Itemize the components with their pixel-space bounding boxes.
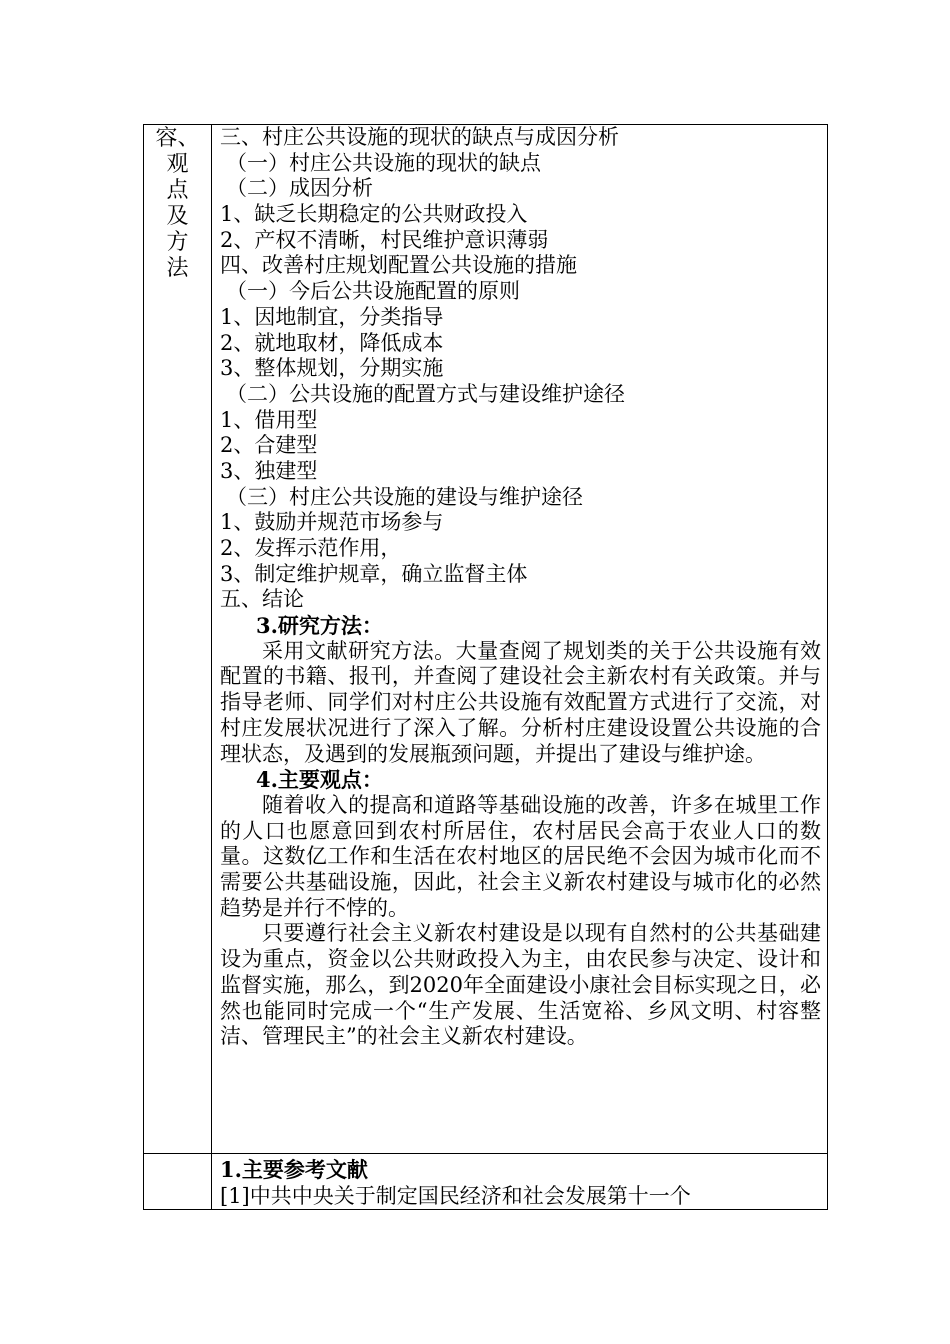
- outline-item: （一）村庄公共设施的现状的缺点: [226, 150, 541, 175]
- references-heading: 1.主要参考文献: [220, 1157, 368, 1182]
- outline-item: （一）今后公共设施配置的原则: [226, 279, 520, 304]
- side-label-char: 观: [166, 152, 189, 177]
- content-body: [212, 125, 827, 1050]
- outline-item: 1、缺乏长期稳定的公共财政投入: [220, 202, 528, 227]
- references-left-cell: [144, 1154, 212, 1210]
- side-label-char: 点: [166, 178, 189, 203]
- references-row: [144, 1154, 828, 1210]
- outline-item: 2、就地取材，降低成本: [220, 330, 444, 355]
- outline-item: （二）公共设施的配置方式与建设维护途径: [226, 381, 625, 406]
- outline-item: 三、村庄公共设施的现状的缺点与成因分析: [220, 125, 619, 149]
- side-label-char: 方: [166, 230, 189, 255]
- viewpoints-paragraph: 只要遵行社会主义新农村建设是以现有自然村的公共基础建设为重点，资金以公共财政投入为主，由农民参与决定、设计和监督实施，那么，到2020年全面建设小康社会目标实现之日，必然也能同时完成一个“生产发展、生活宽裕、乡风文明、村容整洁、管理民主”的社会主义新农村建设。: [220, 921, 821, 1049]
- document-table: [143, 124, 828, 1210]
- outline-item: （三）村庄公共设施的建设与维护途径: [226, 484, 583, 509]
- methods-heading: 3.研究方法：: [256, 613, 383, 639]
- references-cell: [212, 1154, 828, 1210]
- outline-item: 五、结论: [220, 587, 304, 612]
- outline-item: 1、因地制宜，分类指导: [220, 304, 444, 329]
- methods-paragraph: 采用文献研究方法。大量查阅了规划类的关于公共设施有效配置的书籍、报刊，并查阅了建设社会主新农村有关政策。并与指导老师、同学们对村庄公共设施有效配置方式进行了交流，对村庄发展状况进行了深入了解。分析村庄建设设置公共设施的合理状态，及遇到的发展瓶颈问题，并提出了建设与维护途。: [220, 638, 821, 766]
- references-body: [212, 1157, 827, 1209]
- left-label-cell: [144, 125, 212, 1154]
- outline-item: 2、合建型: [220, 433, 318, 458]
- viewpoints-paragraph: 随着收入的提高和道路等基础设施的改善，许多在城里工作的人口也愿意回到农村所居住，农村居民会高于农业人口的数量。这数亿工作和生活在农村地区的居民绝不会因为城市化而不需要公共基础设施，因此，社会主义新农村建设与城市化的必然趋势是并行不悖的。: [220, 792, 821, 920]
- content-row: [144, 125, 828, 1154]
- outline-item: 3、独建型: [220, 458, 318, 483]
- outline-item: 3、整体规划，分期实施: [220, 356, 444, 381]
- side-label-char: 及: [166, 204, 189, 229]
- outline-item: 四、改善村庄规划配置公共设施的措施: [220, 253, 577, 278]
- outline-item: 3、制定维护规章，确立监督主体: [220, 561, 528, 586]
- outline-list: [220, 125, 821, 613]
- outline-item: 1、鼓励并规范市场参与: [220, 510, 444, 535]
- side-label-char: 容、: [155, 126, 200, 151]
- outline-item: （二）成因分析: [226, 176, 373, 201]
- outline-item: 2、发挥示范作用，: [220, 536, 402, 560]
- content-cell: [212, 125, 828, 1154]
- outline-item: 1、借用型: [220, 407, 318, 432]
- side-label: [144, 125, 211, 282]
- side-label-char: 法: [166, 256, 189, 281]
- outline-item: 2、产权不清晰，村民维护意识薄弱: [220, 227, 549, 252]
- reference-item: [1]中共中央关于制定国民经济和社会发展第十一个: [220, 1184, 691, 1208]
- viewpoints-heading: 4.主要观点：: [256, 767, 383, 793]
